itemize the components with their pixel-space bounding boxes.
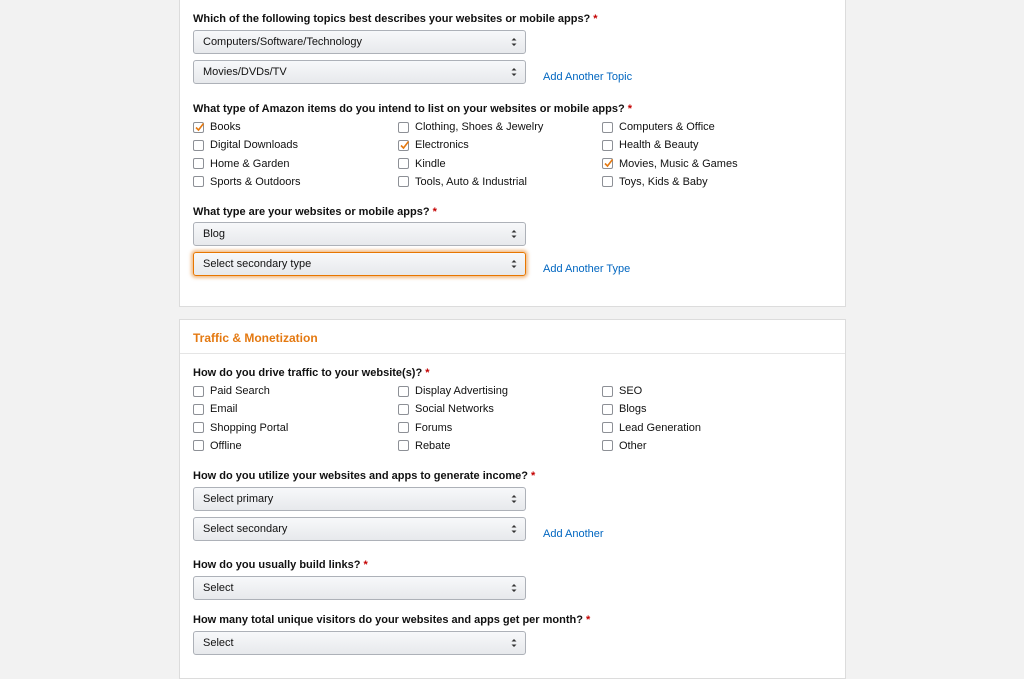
checkbox-label: Blogs: [619, 403, 647, 416]
traffic-source-checkbox[interactable]: [193, 439, 242, 453]
checkbox-unchecked[interactable]: [193, 404, 204, 415]
checkbox-label: Other: [619, 439, 647, 452]
checkbox-label: Electronics: [415, 139, 469, 152]
checkbox-label: Clothing, Shoes & Jewelry: [415, 121, 544, 133]
select-value: Select secondary: [203, 523, 288, 535]
checkbox-unchecked[interactable]: [193, 386, 204, 397]
select-value: Computers/Software/Technology: [203, 36, 362, 48]
item-type-checkbox[interactable]: [398, 157, 446, 171]
checkbox-label: Health & Beauty: [619, 139, 699, 152]
item-type-checkbox[interactable]: [398, 120, 543, 134]
checkbox-label: Sports & Outdoors: [210, 175, 301, 188]
checkbox-label: Shopping Portal: [210, 421, 289, 434]
checkbox-label: Digital Downloads: [210, 139, 299, 152]
select-arrows-icon: [511, 492, 517, 506]
topic-primary-select[interactable]: [193, 30, 526, 54]
income-question: [193, 470, 535, 482]
checkbox-label: Toys, Kids & Baby: [619, 175, 708, 188]
checkbox-unchecked[interactable]: [398, 440, 409, 451]
type-secondary-select[interactable]: [193, 252, 526, 276]
select-arrows-icon: [511, 65, 517, 79]
panel-header: [180, 320, 845, 354]
checkbox-checked[interactable]: [602, 158, 613, 169]
traffic-source-checkbox[interactable]: [193, 402, 238, 416]
required-asterisk: *: [425, 367, 430, 379]
checkbox-unchecked[interactable]: [193, 140, 204, 151]
item-type-checkbox[interactable]: [602, 157, 738, 171]
checkbox-label: Tools, Auto & Industrial: [415, 175, 527, 188]
visitors-question: [193, 614, 590, 626]
select-arrows-icon: [511, 581, 517, 595]
checkbox-label: Computers & Office: [619, 121, 715, 133]
select-value: Select: [203, 637, 234, 649]
item-type-checkbox[interactable]: [193, 120, 241, 134]
type-primary-select[interactable]: [193, 222, 526, 246]
checkbox-unchecked[interactable]: [602, 440, 613, 451]
checkbox-unchecked[interactable]: [602, 122, 613, 133]
checkbox-unchecked[interactable]: [398, 404, 409, 415]
required-asterisk: *: [585, 614, 591, 626]
traffic-source-checkbox[interactable]: [398, 439, 450, 453]
checkbox-unchecked[interactable]: [602, 176, 613, 187]
traffic-source-checkbox[interactable]: [193, 384, 270, 398]
checkbox-label: Offline: [210, 439, 242, 452]
add-another-topic-link[interactable]: Add Another Topic: [543, 71, 633, 83]
item-type-checkbox[interactable]: [602, 120, 715, 134]
type-question: [193, 206, 437, 218]
required-asterisk: *: [530, 470, 536, 482]
question-text: What type of Amazon items do you intend to list on your websites or mobile apps?: [193, 103, 625, 115]
question-text: How do you drive traffic to your website(s)?: [193, 367, 423, 379]
checkbox-label: Display Advertising: [415, 385, 508, 397]
checkbox-label: Books: [210, 121, 241, 133]
select-value: Select: [203, 582, 234, 594]
checkbox-label: Forums: [415, 421, 453, 434]
visitors-select[interactable]: [193, 631, 526, 655]
checkbox-unchecked[interactable]: [193, 176, 204, 187]
checkbox-unchecked[interactable]: [398, 176, 409, 187]
checkbox-checked[interactable]: [398, 140, 409, 151]
select-value: Blog: [203, 228, 226, 240]
section-title: Traffic & Monetization: [193, 331, 318, 345]
links-select[interactable]: [193, 576, 526, 600]
checkbox-label: Movies, Music & Games: [619, 157, 738, 170]
checkbox-label: Lead Generation: [619, 421, 701, 434]
item-type-checkbox[interactable]: [398, 138, 469, 152]
item-type-checkbox[interactable]: [602, 175, 708, 189]
income-primary-select[interactable]: [193, 487, 526, 511]
traffic-source-checkbox[interactable]: [193, 421, 288, 435]
checkbox-unchecked[interactable]: [602, 404, 613, 415]
select-arrows-icon: [511, 227, 517, 241]
traffic-source-checkbox[interactable]: [602, 384, 642, 398]
traffic-question: [193, 367, 429, 379]
checkbox-unchecked[interactable]: [193, 440, 204, 451]
traffic-source-checkbox[interactable]: [602, 421, 701, 435]
question-text: How many total unique visitors do your websites and apps get per month?: [193, 614, 583, 626]
question-text: Which of the following topics best describes your websites or mobile apps?: [193, 13, 591, 25]
item-type-checkbox[interactable]: [193, 138, 298, 152]
checkbox-label: Email: [210, 403, 238, 416]
question-text: How do you usually build links?: [193, 559, 361, 571]
required-asterisk: *: [593, 13, 598, 25]
checkbox-unchecked[interactable]: [398, 386, 409, 397]
links-question: [193, 559, 368, 571]
income-secondary-select[interactable]: [193, 517, 526, 541]
checkbox-label: Social Networks: [415, 403, 494, 416]
checkbox-unchecked[interactable]: [602, 422, 613, 433]
topics-question: [193, 13, 598, 25]
add-another-income-link[interactable]: Add Another: [543, 528, 604, 540]
traffic-source-checkbox[interactable]: [602, 439, 647, 453]
add-another-type-link[interactable]: Add Another Type: [543, 263, 631, 275]
traffic-source-checkbox[interactable]: [398, 402, 494, 416]
select-value: Select primary: [203, 493, 274, 505]
checkmark-icon: [399, 140, 410, 151]
item-type-checkbox[interactable]: [398, 175, 527, 189]
traffic-source-checkbox[interactable]: [602, 402, 647, 416]
checkbox-unchecked[interactable]: [398, 122, 409, 133]
checkbox-unchecked[interactable]: [193, 422, 204, 433]
checkbox-label: Kindle: [415, 157, 446, 170]
select-value: Movies/DVDs/TV: [203, 66, 287, 78]
question-text: How do you utilize your websites and apps to generate income?: [193, 470, 528, 482]
checkbox-unchecked[interactable]: [193, 158, 204, 169]
required-asterisk: *: [363, 559, 368, 571]
checkbox-unchecked[interactable]: [602, 140, 613, 151]
select-arrows-icon: [511, 522, 517, 536]
traffic-source-checkbox[interactable]: [398, 421, 452, 435]
checkbox-unchecked[interactable]: [602, 386, 613, 397]
required-asterisk: *: [627, 103, 632, 115]
checkbox-unchecked[interactable]: [398, 158, 409, 169]
item-type-checkbox[interactable]: [602, 138, 699, 152]
select-arrows-icon: [511, 257, 517, 271]
select-arrows-icon: [511, 35, 517, 49]
required-asterisk: *: [432, 206, 437, 218]
traffic-source-checkbox[interactable]: [398, 384, 508, 398]
question-text: What type are your websites or mobile apps?: [193, 206, 430, 218]
select-arrows-icon: [511, 636, 517, 650]
topic-secondary-select[interactable]: [193, 60, 526, 84]
item-type-checkbox[interactable]: [193, 157, 289, 171]
checkbox-unchecked[interactable]: [398, 422, 409, 433]
checkbox-label: Home & Garden: [210, 157, 290, 170]
item-type-checkbox[interactable]: [193, 175, 301, 189]
checkbox-checked[interactable]: [193, 122, 204, 133]
select-value: Select secondary type: [203, 258, 312, 270]
checkbox-label: Rebate: [415, 439, 451, 452]
checkmark-icon: [194, 122, 205, 133]
checkmark-icon: [603, 158, 614, 169]
checkbox-label: Paid Search: [210, 385, 270, 397]
items-question: [193, 103, 632, 115]
checkbox-label: SEO: [619, 385, 643, 397]
